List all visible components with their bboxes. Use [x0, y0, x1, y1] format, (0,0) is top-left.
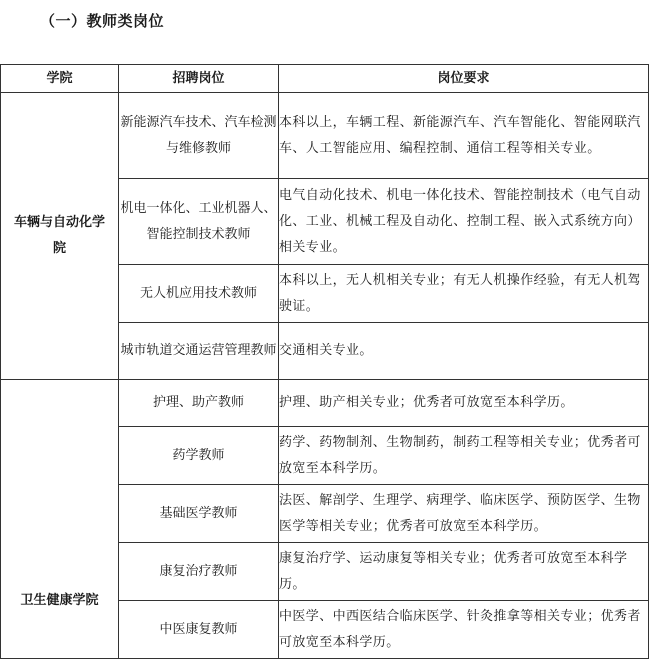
requirement-cell: 本科以上，无人机相关专业；有无人机操作经验，有无人机驾驶证。	[279, 265, 649, 323]
college-cell	[1, 93, 119, 380]
section-title: （一）教师类岗位	[40, 12, 165, 30]
header-post: 招聘岗位	[119, 65, 279, 93]
post-cell: 机电一体化、工业机器人、智能控制技术教师	[119, 179, 279, 265]
table-header-row	[1, 65, 649, 93]
college-name: 车辆与自动化学院	[13, 215, 105, 256]
requirement-cell: 电气自动化技术、机电一体化技术、智能控制技术（电气自动化、工业、机械工程及自动化、控制工程、嵌入式系统方向）相关专业。	[279, 179, 649, 265]
requirement-cell: 法医、解剖学、生理学、病理学、临床医学、预防医学、生物医学等相关专业；优秀者可放宽至本科学历。	[279, 485, 649, 543]
college-cell	[1, 380, 119, 659]
requirement-cell: 药学、药物制剂、生物制药，制药工程等相关专业；优秀者可放宽至本科学历。	[279, 427, 649, 485]
header-college: 学院	[1, 65, 119, 93]
requirement-cell: 康复治疗学、运动康复等相关专业；优秀者可放宽至本科学历。	[279, 543, 649, 601]
post-cell: 护理、助产教师	[119, 380, 279, 427]
requirement-cell: 护理、助产相关专业；优秀者可放宽至本科学历。	[279, 380, 649, 427]
post-cell: 康复治疗教师	[119, 543, 279, 601]
header-requirement: 岗位要求	[279, 65, 649, 93]
table-row	[1, 380, 649, 427]
requirement-cell: 中医学、中西医结合临床医学、针灸推拿等相关专业；优秀者可放宽至本科学历。	[279, 601, 649, 659]
table-row	[1, 93, 649, 179]
post-cell: 中医康复教师	[119, 601, 279, 659]
post-cell: 城市轨道交通运营管理教师	[119, 323, 279, 380]
job-requirements-table	[0, 64, 649, 659]
post-cell: 药学教师	[119, 427, 279, 485]
post-cell: 基础医学教师	[119, 485, 279, 543]
requirement-cell: 交通相关专业。	[279, 323, 649, 380]
college-name: 卫生健康学院	[20, 593, 99, 608]
post-cell: 新能源汽车技术、汽车检测与维修教师	[119, 93, 279, 179]
post-cell: 无人机应用技术教师	[119, 265, 279, 323]
requirement-cell: 本科以上，车辆工程、新能源汽车、汽车智能化、智能网联汽车、人工智能应用、编程控制、通信工程等相关专业。	[279, 93, 649, 179]
